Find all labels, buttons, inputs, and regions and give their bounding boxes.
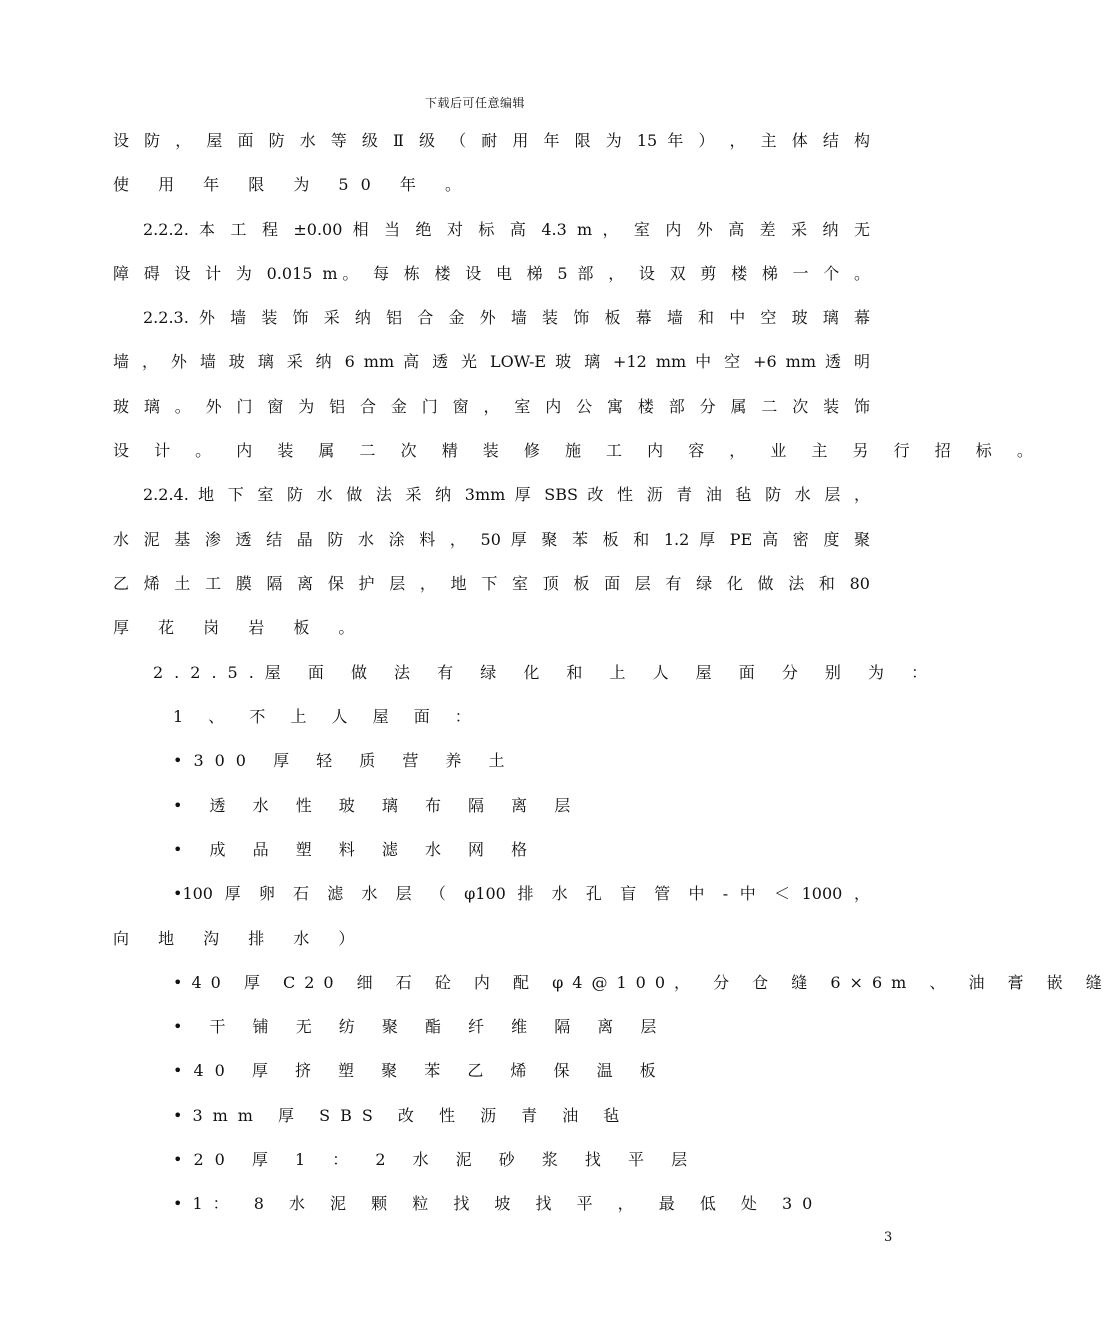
text-line: 1 、 不 上 人 屋 面 ： [173, 707, 481, 726]
page-number: 3 [884, 1230, 893, 1245]
text-line: 设 计 。 内 装 属 二 次 精 装 修 施 工 内 容 ， 业 主 另 行 招 标 。 [113, 441, 1043, 460]
text-line: 向 地 沟 排 水 ） [113, 929, 367, 948]
text-line: 2.2.5.屋 面 做 法 有 绿 化 和 上 人 屋 面 分 别 为 ： [153, 663, 939, 682]
text-line: 2.2.4. 地 下 室 防 水 做 法 采 纳 3mm 厚 SBS 改 性 沥 青 油 毡 防 水 层 ， [143, 485, 870, 504]
text-line: 玻 璃 。 外 门 窗 为 铝 合 金 门 窗 ， 室 内 公 寓 楼 部 分 属 二 次 装 饰 [113, 397, 870, 416]
list-item: •40 厚 C20 细 石 砼 内 配 φ4@100， 分 仓 缝 6×6m 、 油 膏 嵌 缝 [173, 973, 1111, 992]
list-item: •300 厚 轻 质 营 养 土 [173, 751, 516, 770]
list-item: •100 厚 卵 石 滤 水 层 （ φ100 排 水 孔 盲 管 中 - 中 ＜ 1000 ， [173, 884, 870, 903]
list-item: • 透 水 性 玻 璃 布 隔 离 层 [173, 796, 582, 815]
text-line: 使 用 年 限 为 50 年 。 [113, 175, 473, 194]
text-line: 厚 花 岗 岩 板 。 [113, 618, 367, 637]
list-item: •40 厚 挤 塑 聚 苯 乙 烯 保 温 板 [173, 1061, 667, 1080]
text-line: 水 泥 基 渗 透 结 晶 防 水 涂 料 ， 50 厚 聚 苯 板 和 1.2 厚 PE 高 密 度 聚 [113, 530, 870, 549]
text-line: 障 碍 设 计 为 0.015 m。 每 栋 楼 设 电 梯 5 部 ， 设 双 剪 楼 梯 一 个 。 [113, 264, 870, 283]
text-line: 墙 ， 外 墙 玻 璃 采 纳 6 mm 高 透 光 LOW-E 玻 璃 +12 mm 中 空 +6 mm 透 明 [113, 352, 870, 371]
list-item: • 成 品 塑 料 滤 水 网 格 [173, 840, 539, 859]
text-line: 2.2.3. 外 墙 装 饰 采 纳 铝 合 金 外 墙 装 饰 板 幕 墙 和 中 空 玻 璃 幕 [143, 308, 870, 327]
list-item: •1： 8 水 泥 颗 粒 找 坡 找 平 ， 最 低 处 30 [173, 1194, 823, 1213]
list-item: •20 厚 1 ： 2 水 泥 砂 浆 找 平 层 [173, 1150, 699, 1169]
page-header: 下载后可任意编辑 [424, 96, 525, 110]
text-line: 乙 烯 土 工 膜 隔 离 保 护 层 ， 地 下 室 顶 板 面 层 有 绿 化 做 法 和 80 [113, 574, 870, 593]
text-line: 2.2.2. 本 工 程 ±0.00 相 当 绝 对 标 高 4.3 m ， 室 内 外 高 差 采 纳 无 [143, 220, 870, 239]
list-item: •3mm 厚 SBS 改 性 沥 青 油 毡 [173, 1106, 630, 1125]
text-line: 设 防 ， 屋 面 防 水 等 级 Ⅱ 级 （ 耐 用 年 限 为 15 年 ） ， 主 体 结 构 [113, 131, 870, 150]
list-item: • 干 铺 无 纺 聚 酯 纤 维 隔 离 层 [173, 1017, 668, 1036]
